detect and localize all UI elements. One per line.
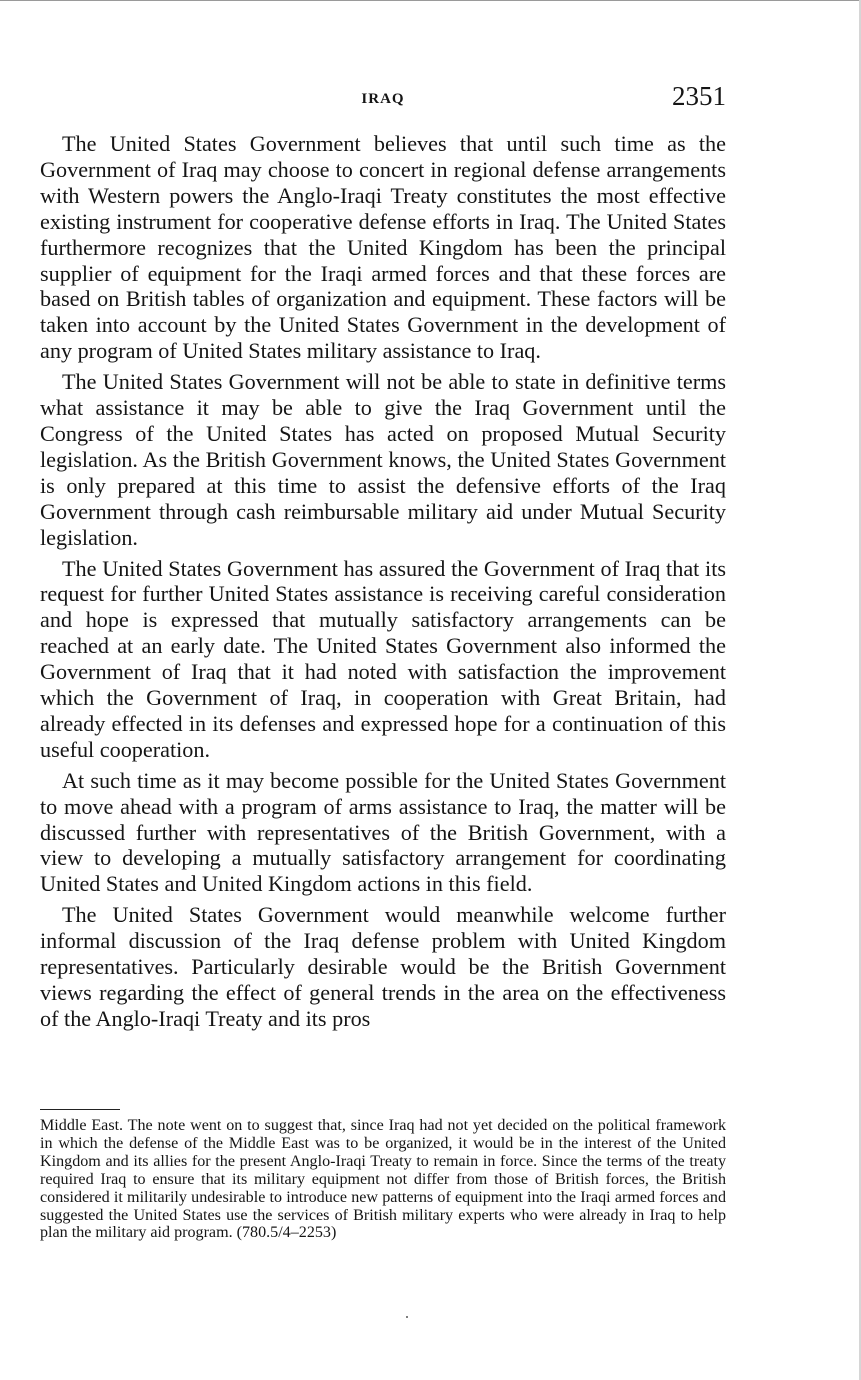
paragraph: The United States Government will not be able to state in definitive terms what assistance it may be able to give the Iraq Government until the Congress of the United States has acted on proposed Mutual Security legislation. As the British Government knows, the United States Government is only prepared at this time to assist the defensive efforts of the Iraq Government through cash reimbursable military aid under Mutual Security legislation.: [40, 369, 726, 550]
footnote: Middle East. The note went on to suggest that, since Iraq had not yet decided on the political framework in which the defense of the Middle East was to be organized, it would be in the interest of the United Kingdom and its allies for the present Anglo-Iraqi Treaty to remain in force. Since the terms of the treaty required Iraq to ensure that its military equipment not differ from those of British forces, the British considered it militarily undesirable to introduce new patterns of equipment into the Iraqi armed forces and suggested the United States use the services of British military experts who were already in Iraq to help plan the military aid program. (780.5/4–2253): [40, 1117, 726, 1242]
print-speck: [406, 1316, 408, 1318]
paragraph: The United States Government would meanwhile welcome further informal discussion of the Iraq defense problem with United Kingdom representatives. Particularly desirable would be the British Government views regarding the effect of general trends in the area on the effectiveness of the Anglo-Iraqi Treaty and its pros: [40, 902, 726, 1031]
top-edge-line: [0, 0, 861, 1]
paragraph: At such time as it may become possible for the United States Government to move ahead with a program of arms assistance to Iraq, the matter will be discussed further with representatives of the British Government, with a view to developing a mutually satisfactory arrangement for coordinating United States and United Kingdom actions in this field.: [40, 767, 726, 897]
page-number: 2351: [672, 81, 726, 111]
paragraph: The United States Government believes that until such time as the Government of Iraq may choose to concert in regional defense arrangements with Western powers the Anglo-Iraqi Treaty constitutes the most effective existing instrument for cooperative defense efforts in Iraq. The United States furthermore recognizes that the United Kingdom has been the principal supplier of equipment for the Iraqi armed forces and that these forces are based on British tables of organization and equipment. These factors will be taken into account by the United States Government in the development of any program of United States military assistance to Iraq.: [40, 131, 726, 364]
body-text: [40, 131, 726, 1037]
paragraph: The United States Government has assured the Government of Iraq that its request for further United States assistance is receiving careful consideration and hope is expressed that mutually satisfactory arrangements can be reached at an early date. The United States Government also informed the Government of Iraq that it had noted with satisfaction the improvement which the Government of Iraq, in cooperation with Great Britain, had already effected in its defenses and expressed hope for a continuation of this useful cooperation.: [40, 555, 726, 762]
page-header: [40, 80, 726, 120]
running-head: IRAQ: [361, 91, 405, 107]
footnote-divider: [40, 1109, 120, 1110]
